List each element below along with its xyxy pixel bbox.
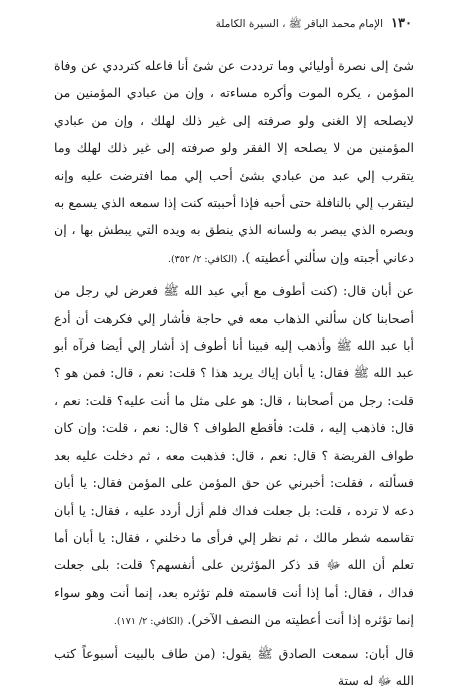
body-text	[54, 52, 414, 698]
paragraph-text: عن أبان قال: (كنت أطوف مع أبي عبد الله ﷺ فعرض لي رجل من أصحابنا كان سألني الذهاب معه في حاجة فأشار إلي فكرهت أن أدع أبا عبد الله ﷺ وأذهب إليه فبينا أنا أطوف إذ أشار إلي أيضا فرآه أبو عبد الله ﷺ فقال: يا أبان إياك يريد هذا ؟ قلت: نعم ، قال: فمن هو ؟ قلت: رجل من أصحابنا ، قال: هو على مثل ما أنت عليه؟ قلت: نعم ، قال: فاذهب إليه ، قلت: فأقطع الطواف ؟ قال: نعم ، قلت: وإن كان طواف الفريضة ؟ قال: نعم ، قال: فذهبت معه ، ثم دخلت عليه بعد فسألته ، فقلت: أخبرني عن حق المؤمن على المؤمن فقال: يا أبان دعه لا ترده ، قلت: بل جعلت فداك فلم أزل أردد عليه ، فقال: يا أبان تقاسمه شطر مالك ، ثم نظر إلي فرأى ما دخلني ، فقال: يا أبان أما تعلم أن الله ﷻ قد ذكر المؤثرين على أنفسهم؟ قلت: بلى جعلت فداك ، فقال: أما إذا أنت قاسمته فلم تؤثره بعد، إنما أنت وهو سواء إنما تؤثره إذا أنت أعطيته من النصف الآخر).	[54, 283, 414, 628]
paragraph	[54, 277, 414, 635]
page-header	[56, 16, 412, 38]
paragraph-text: قال أبان: سمعت الصادق ﷺ يقول: (من طاف بالبيت أسبوعاً كتب الله ﷻ له ستة	[54, 645, 414, 688]
running-title: الإمام محمد الباقر ﷺ ، السيرة الكاملة	[215, 18, 384, 30]
paragraph-text: شئ إلى نصرة أوليائي وما ترددت عن شئ أنا فاعله كترددي عن وفاة المؤمن ، يكره الموت وأكره مساءته ، وإن من عبادي المؤمنين من لايصلحه إلا الغنى ولو صرفته إلى غير ذلك لهلك ، وإن من عبادي المؤمنين من لا يصلحه إلا الفقر ولو صرفته إلى غير ذلك لهلك وما يتقرب إلي عبد من عبادي بشئ أحب إلي مما افترضت عليه وإنه ليتقرب إلي بالنافلة حتى أحبه فإذا أحببته كنت إذا سمعه الذي يسمع به وبصره الذي يبصر به ولسانه الذي ينطق به ويده التي يبطش بها ، إن دعاني أجبته وإن سألني أعطيته ).	[54, 58, 414, 265]
citation: (الكافي: ٢/ ٣٥٢).	[167, 253, 238, 265]
page-number: ١٣٠	[391, 16, 412, 31]
citation: (الكافي: ٢/ ١٧١).	[113, 616, 184, 628]
paragraph	[54, 52, 414, 273]
